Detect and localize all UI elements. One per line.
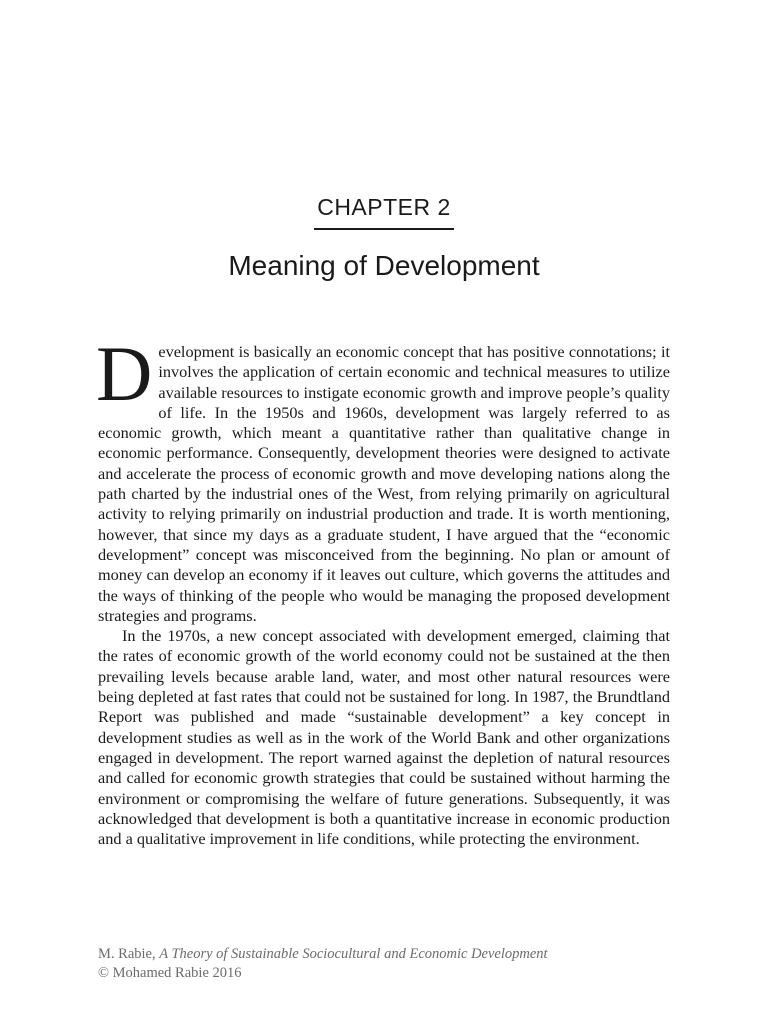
chapter-label: CHAPTER 2 [317, 194, 451, 220]
chapter-title: Meaning of Development [228, 250, 540, 281]
body-text [96, 330, 670, 849]
citation-line [98, 945, 698, 964]
paragraph-1-text: evelopment is basically an economic concept that has positive connotations; it involves the application of certain economic and technical measures to utilize available resources to instigate economic growth and improve people’s quality of life. In the 1950s and 1960s, development was largely referred to as economic growth, which meant a quantitative rather than qualitative change in economic performance. Consequently, development theories were designed to activate and accelerate the process of economic growth and move developing nations along the path charted by the industrial ones of the West, from relying primarily on agricultural activity to relying primarily on industrial production and trade. It is worth mentioning, however, that since my days as a graduate student, I have argued that the “economic development” concept was misconceived from the beginning. No plan or amount of money can develop an economy if it leaves out culture, which governs the attitudes and the ways of thinking of the people who would be managing the proposed development strategies and programs. [98, 342, 670, 625]
paragraph-2: In the 1970s, a new concept associated with development emerged, claiming that the rates of economic growth of the world economy could not be sustained at the then prevailing levels because arable land, water, and most other natural resources were being depleted at fast rates that could not be sustained for long. In 1987, the Brundtland Report was published and made “sustainable development” a key concept in development studies as well as in the work of the World Bank and other organizations engaged in development. The report warned against the depletion of natural resources and called for economic growth strategies that could be sustained without harming the environment or compromising the welfare of future generations. Subsequently, it was acknowledged that development is both a quantitative increase in economic production and a qualitative improvement in life conditions, while protecting the environment. [98, 626, 670, 849]
citation-book-title: A Theory of Sustainable Sociocultural and Economic Development [159, 946, 548, 962]
copyright-line: © Mohamed Rabie 2016 [98, 965, 242, 981]
drop-cap: D [96, 330, 153, 417]
chapter-rule [314, 228, 454, 230]
paragraph-1 [96, 330, 670, 626]
citation-author: M. Rabie, [98, 946, 160, 962]
footer-citation [98, 945, 698, 983]
